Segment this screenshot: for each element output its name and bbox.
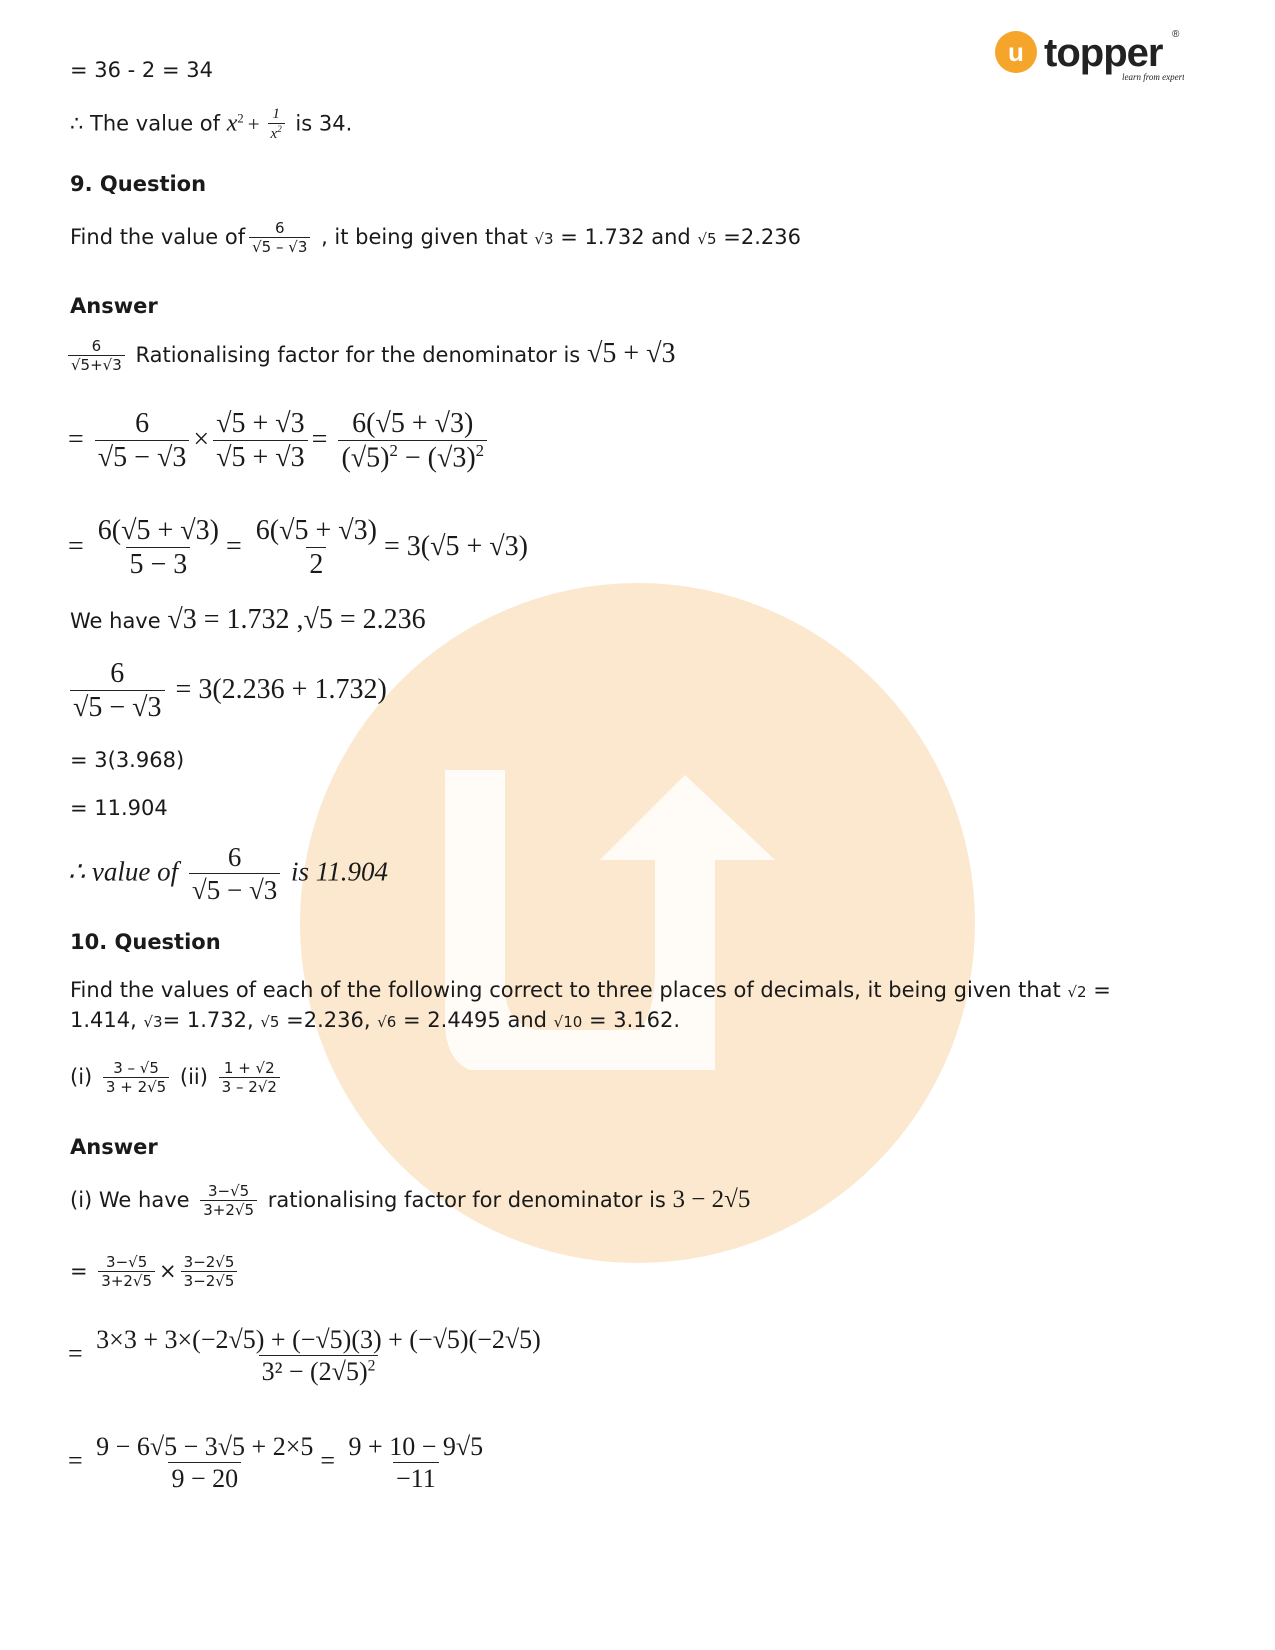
answer-text: rationalising factor for denominator is — [267, 1188, 666, 1213]
given-values: We have √3 = 1.732 ,√5 = 2.236 — [70, 604, 426, 635]
question-text: Find the value of $\frac{6}{√5 - √3}$ , it being given that √3 = 1.732 and √5 =2.236 — [70, 219, 801, 257]
topper-logo-icon — [994, 28, 1184, 84]
question-text-part: = 2.4495 and — [403, 1008, 547, 1032]
question-heading: 9. Question — [70, 172, 207, 196]
conclusion: ∴ value of $\frac{6}{√5 - √3}$ is 11.904 — [68, 842, 389, 906]
question-text: Find the values of each of the following correct to three places of decimals, it being given that √2 = — [70, 978, 1111, 1002]
answer-heading: Answer — [70, 1135, 158, 1159]
equation-step: = $\frac{6(√5 + √3)}{5 - 3}$ = $\frac{6(√5 + √3)}{2}$ = 3(√5 + √3) — [68, 515, 528, 581]
topper-logo — [994, 28, 1184, 89]
result-line: = 36 - 2 = 34 — [70, 58, 213, 82]
question-text: 1.414, √3= 1.732, √5 =2.236, √6 = 2.4495 and √10 = 3.162. — [70, 1008, 681, 1032]
part-label: (i) — [70, 1065, 93, 1090]
question-text-part: Find the values of each of the following correct to three places of decimals, it being given that — [70, 978, 1061, 1002]
equation-step: $\frac{6}{√5 - √3}$ = 3(2.236 + 1.732) — [66, 658, 387, 725]
answer-line: $\frac{6}{√5+√3}$ Rationalising factor for the denominator is √5 + √3 — [68, 338, 675, 374]
question-text-part: Find the value of — [70, 225, 246, 250]
conclusion-text: is 11.904 — [291, 856, 389, 887]
svg-text:topper: topper — [1044, 31, 1163, 75]
answer-text: We have — [70, 609, 161, 633]
question-text-part: =2.236, — [286, 1008, 371, 1032]
part-label: (ii) — [179, 1065, 208, 1090]
question-text-part: , it being given that — [321, 225, 528, 250]
equation-step: = $\frac{9 - 6√5 - 3√5 + 2\times 5}{9 - 20}$ = $\frac{9 + 10 - 9√5}{-11}$ — [68, 1432, 484, 1493]
question-text-part: = 1.732, — [162, 1008, 254, 1032]
svg-text:u: u — [1008, 37, 1024, 67]
conclusion-text: ∴ value of — [68, 856, 179, 887]
question-heading: 10. Question — [70, 930, 221, 954]
equation-step: = $\frac{6}{√5 - √3}$ × $\frac{√5 + √3}{√5 + √3}$ = $\frac{6(√5 + √3)}{(√5)^2 - (√3)^2}$ — [68, 408, 491, 475]
equation-step: = 11.904 — [70, 796, 168, 820]
value-statement: ∴ The value of $x^2$ + $\frac{1}{x^2}$ is 34. — [70, 106, 353, 143]
answer-text: (i) We have — [70, 1188, 190, 1213]
answer-line: (i) We have $\frac{3-√5}{3+2√5}$ rationalising factor for denominator is 3 − 2√5 — [70, 1182, 751, 1220]
answer-heading: Answer — [70, 294, 158, 318]
svg-text:learn from experts: learn from experts — [1122, 72, 1184, 82]
equation-step: = 3(3.968) — [70, 748, 185, 772]
statement-text: is 34. — [295, 111, 353, 136]
statement-text: ∴ The value of — [70, 111, 221, 136]
equation-step: = $\frac{3\times 3 + 3\times(-2√5) + (-√5)(3) + (-√5)(-2√5)}{3^2 - (2√5)^2}$ — [68, 1325, 541, 1386]
question-text-part: = 1.732 and — [560, 225, 691, 250]
question-text-part: = 3.162. — [589, 1008, 681, 1032]
question-text-part: 1.414, — [70, 1008, 137, 1032]
question-parts: (i) $\frac{3 - √5}{3 + 2√5}$ (ii) $\frac{1 + √2}{3 - 2√2}$ — [70, 1060, 284, 1096]
equation-step: = $\frac{3-√5}{3+2√5}$ × $\frac{3-2√5}{3-2√5}$ — [70, 1254, 241, 1290]
question-text-part: =2.236 — [723, 225, 801, 250]
answer-text: Rationalising factor for the denominator is — [135, 343, 581, 368]
svg-text:®: ® — [1172, 29, 1180, 40]
